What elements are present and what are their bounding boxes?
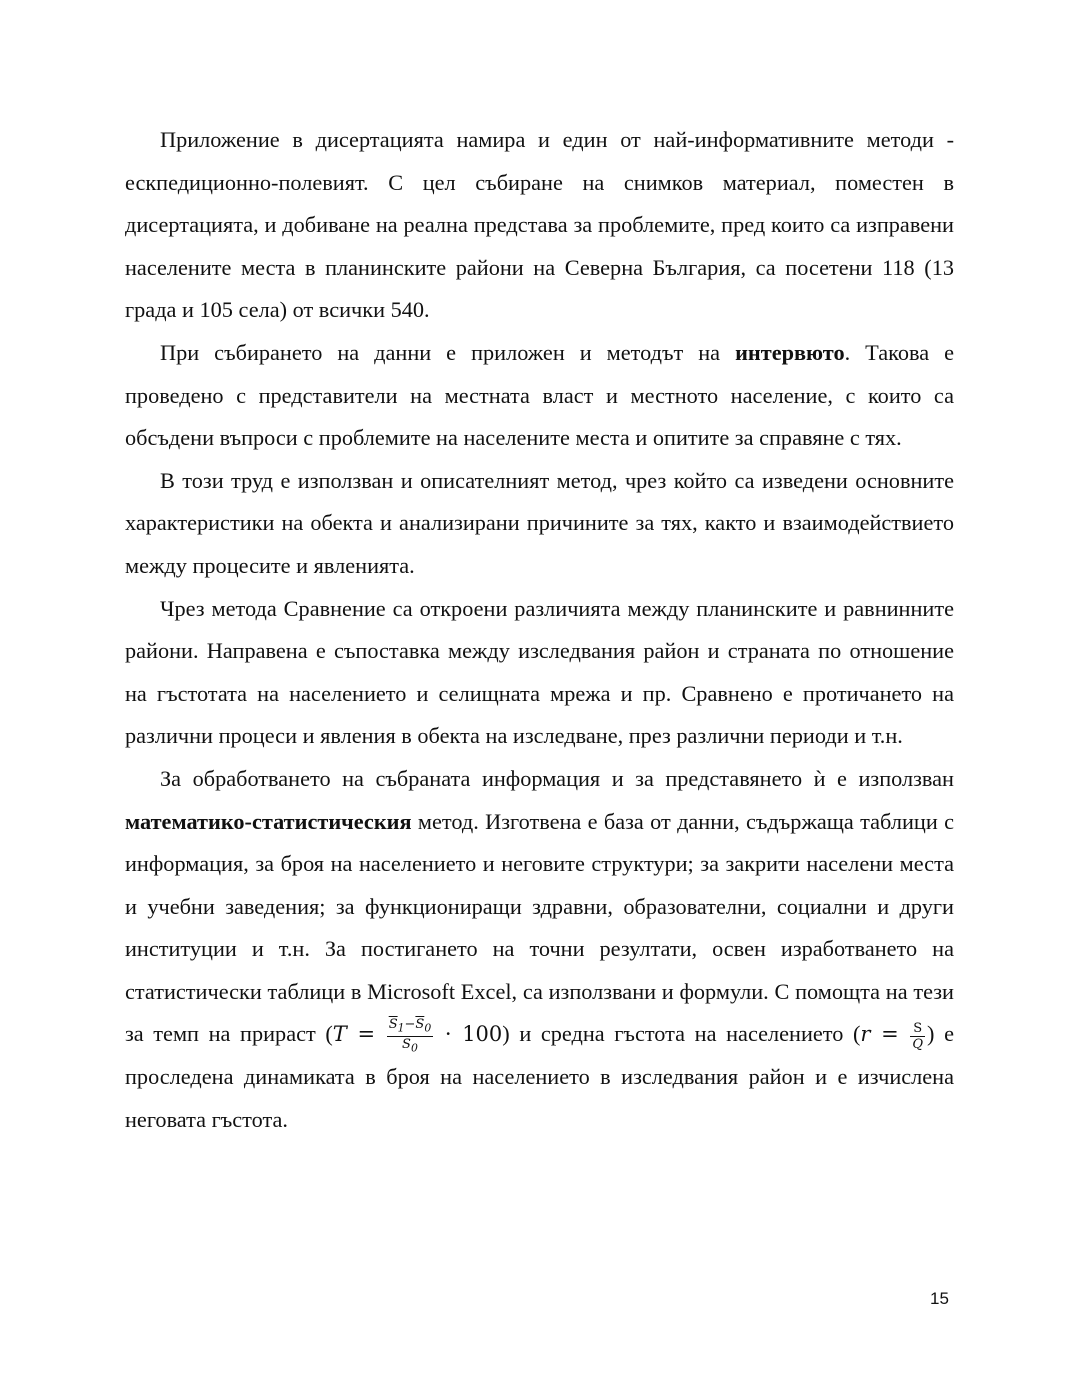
body-text xyxy=(125,119,954,1141)
fraction-numerator: S xyxy=(910,1021,925,1037)
paragraph-descriptive-method: В този труд е използван и описателният метод, чрез който са изведени основните характеристики на обекта и анализирани причините за тях, както и взаимодействието между процесите и явленията. xyxy=(125,467,954,578)
symbol: $\overline{S}$ xyxy=(415,1017,425,1033)
symbol: $\overline{S}$ xyxy=(388,1017,398,1033)
subscript: 0 xyxy=(410,1041,418,1055)
operator: − xyxy=(404,1017,416,1033)
density-formula-lhs: r = xyxy=(860,1022,899,1047)
page-number: 15 xyxy=(930,1289,949,1308)
fraction-denominator xyxy=(387,1037,434,1055)
text-span: ) е проследена динамиката в броя на населението в изследвания район и е изчислена неговата гъстота. xyxy=(125,1021,954,1132)
text-span: . Такова е проведено с представители на местната власт и местното население, с които са обсъдени въпроси с проблемите на населените места и опитите за справяне с тях. xyxy=(125,339,955,451)
density-formula-fraction xyxy=(910,1021,925,1052)
bold-term-interview: интервюто xyxy=(735,339,845,365)
paragraph-comparison-method: Чрез метода Сравнение са откроени различията между планинските и равнинните райони. Направена е съпоставка между изследвания район и страната по отношение на гъстотата на населението и селищната мрежа и пр. Сравнено е протичането на различни процеси и явления в обекта на изследване, през различни периоди и т.н. xyxy=(125,595,954,749)
bold-term-statistical: математико-статистическия xyxy=(125,808,412,834)
text-span: метод. Изготвена е база от данни, съдържаща таблици с информация, за броя на населението и неговите структури; за закрити населени места и учебни заведения; за функциониращи здравни, образователни, социални и други институции и т.н. За постигането на точни резултати, освен изработването на статистически таблици в Microsoft Excel, са използвани и формули. С помощта на тези за темп на прираст ( xyxy=(125,808,954,1047)
text-span: За обработването на събраната информация и за представянето ѝ е използван xyxy=(160,765,954,791)
symbol: $\overline{S}$ xyxy=(402,1036,411,1052)
subscript: 0 xyxy=(424,1022,432,1036)
text-span: При събирането на данни е приложен и методът на xyxy=(160,339,736,365)
growth-formula-lhs: T = xyxy=(332,1022,376,1047)
text-span: ) и средна гъстота на населението ( xyxy=(502,1021,861,1047)
paragraph-statistical-method xyxy=(125,758,954,1141)
paragraph-interview-method xyxy=(125,332,954,460)
fraction-numerator xyxy=(387,1017,434,1036)
subscript: 1 xyxy=(397,1022,405,1036)
growth-formula-tail: · 100 xyxy=(444,1022,503,1047)
paragraph-field-method: Приложение в дисертацията намира и един от най-информативните методи - ескпедиционно-полевият. С цел събиране на снимков материал, поместен в дисертацията, и добиване на реална представа за проблемите, пред които са изправени населените места в планинските райони на Северна България, са посетени 118 (13 града и 105 села) от всички 540. xyxy=(125,127,954,323)
growth-formula-fraction xyxy=(387,1017,434,1055)
fraction-denominator: Q xyxy=(912,1036,924,1052)
